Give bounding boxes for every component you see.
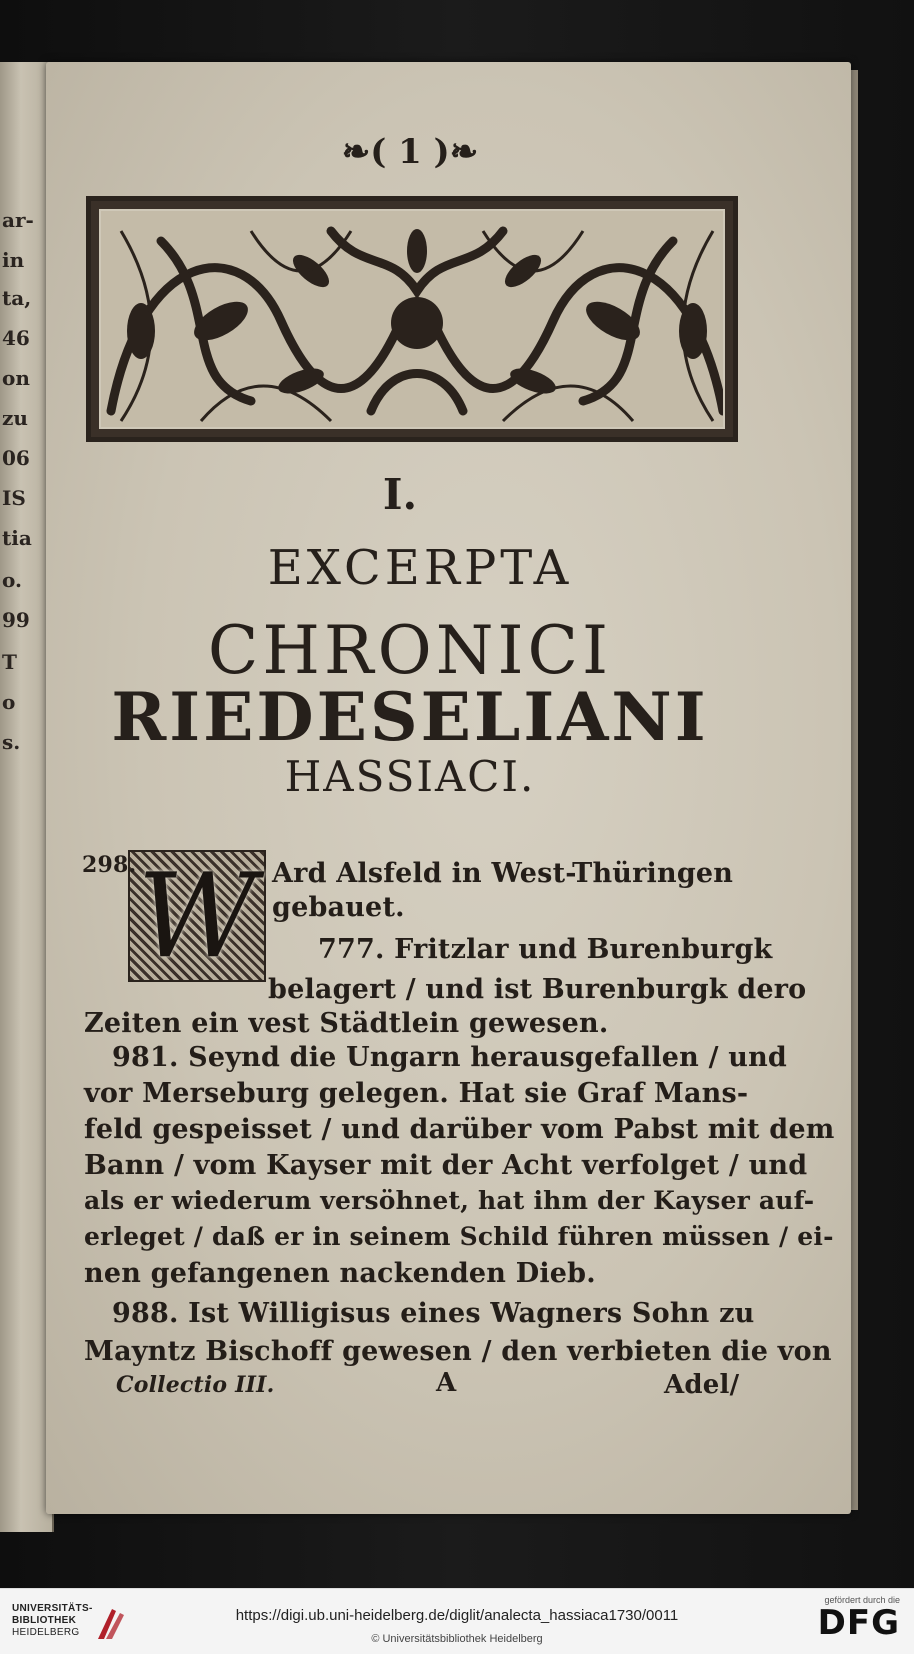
signature-mark: A	[436, 1368, 457, 1398]
body-line: Ard Alsfeld in West-Thüringen	[272, 858, 734, 889]
body-line: nen gefangenen nackenden Dieb.	[84, 1258, 596, 1289]
logo-line-2: BIBLIOTHEK	[12, 1615, 77, 1626]
prev-page-fragment: zu	[2, 406, 28, 430]
dfg-sponsor-logo[interactable]	[800, 1595, 900, 1641]
body-line: feld gespeisset / und darüber vom Pabst mit dem	[84, 1114, 835, 1145]
body-line: Zeiten ein vest Städtlein gewesen.	[84, 1008, 609, 1039]
copyright-notice: © Universitätsbibliothek Heidelberg	[371, 1633, 543, 1645]
permalink-url[interactable]: https://digi.ub.uni-heidelberg.de/diglit/analecta_hassiaca1730/0011	[235, 1607, 679, 1624]
body-line: 777. Fritzlar und Burenburgk	[318, 934, 773, 965]
prev-page-fragment: o	[2, 690, 16, 714]
body-line: belagert / und ist Burenburgk dero	[268, 974, 807, 1005]
catchword: Adel/	[664, 1370, 740, 1400]
prev-page-fragment: 99	[2, 608, 30, 632]
logo-line-3: HEIDELBERG	[12, 1627, 80, 1638]
prev-page-fragment: ar-	[2, 208, 34, 232]
body-line: erleget / daß er in seinem Schild führen müssen / ei-	[84, 1222, 834, 1251]
prev-page-fragment: T	[2, 650, 17, 674]
body-line: 981. Seynd die Ungarn herausgefallen / und	[112, 1042, 788, 1073]
body-line: Mayntz Bischoff gewesen / den verbieten die von	[84, 1336, 832, 1367]
prev-page-fragment: on	[2, 366, 30, 390]
prev-page-fragment: 46	[2, 326, 30, 350]
title-line-4: HASSIACI.	[284, 752, 536, 801]
ornamental-headpiece	[86, 196, 738, 442]
body-line: gebauet.	[272, 892, 405, 923]
running-head: ❧( 1 )❧	[341, 132, 479, 172]
prev-page-fragment: o.	[2, 568, 22, 592]
ornament-pattern	[99, 209, 725, 429]
title-line-2: CHRONICI	[207, 612, 613, 689]
title-line-1: EXCERPTA	[267, 540, 573, 596]
viewer-footer	[0, 1588, 914, 1654]
decorated-initial	[128, 850, 266, 982]
prev-page-fragment: in	[2, 248, 25, 272]
body-line: vor Merseburg gelegen. Hat sie Graf Mans-	[84, 1078, 749, 1109]
drop-cap-letter: W	[137, 848, 257, 984]
chapter-numeral: I.	[382, 470, 418, 519]
body-line: als er wiederum versöhnet, hat ihm der Kayser auf-	[84, 1186, 815, 1215]
title-line-3: RIEDESELIANI	[111, 678, 709, 756]
signature-line: Collectio III.	[116, 1372, 275, 1398]
acanthus-ornament-icon	[101, 211, 725, 429]
dfg-wordmark: DFG	[817, 1603, 900, 1643]
prev-page-fragment: 06	[2, 446, 30, 470]
prev-page-fragment: ta,	[2, 286, 32, 310]
prev-page-fragment: IS	[2, 486, 26, 510]
body-line: Bann / vom Kayser mit der Acht verfolget / und	[84, 1150, 808, 1181]
prev-page-fragment: s.	[2, 730, 21, 754]
logo-line-1: UNIVERSITÄTS-	[12, 1603, 93, 1614]
body-line: 988. Ist Willigisus eines Wagners Sohn zu	[112, 1298, 755, 1329]
prev-page-fragment: tia	[2, 526, 32, 550]
body-line: 298.	[82, 852, 137, 878]
dfg-caption: gefördert durch die	[824, 1595, 900, 1605]
